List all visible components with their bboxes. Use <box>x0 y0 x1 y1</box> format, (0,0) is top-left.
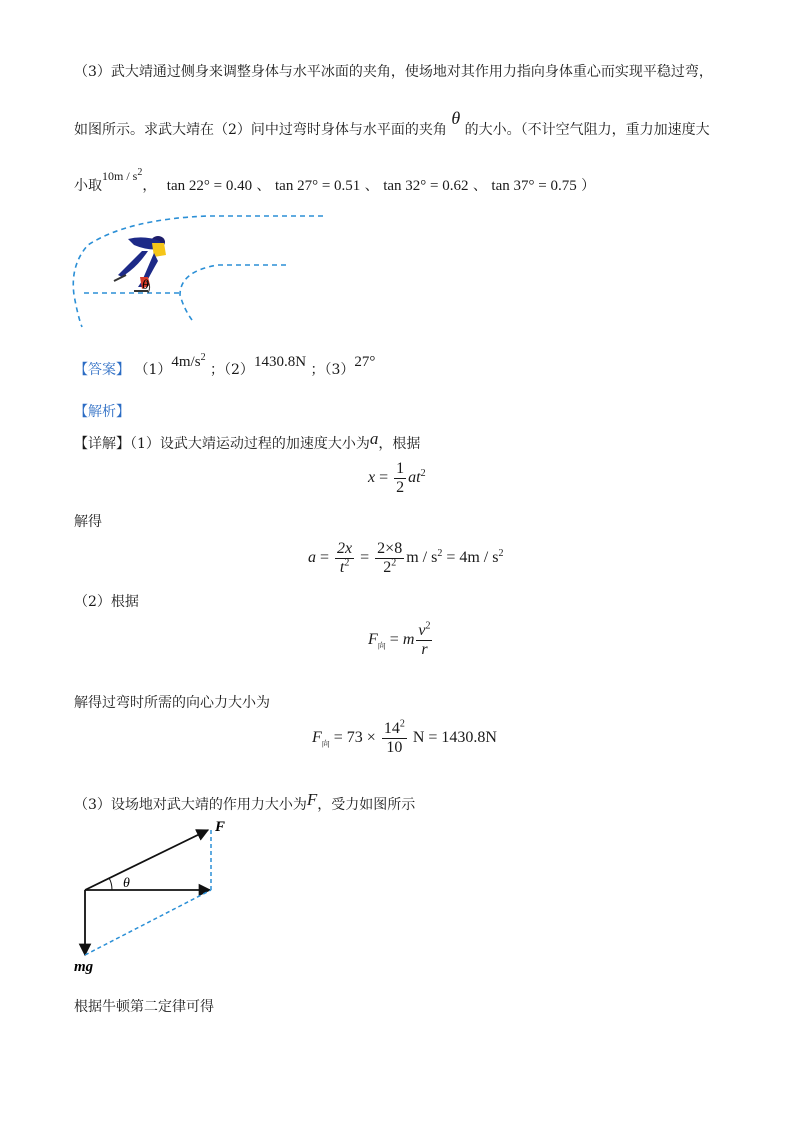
var-a: a <box>369 429 379 448</box>
skater-figure <box>68 205 338 335</box>
answer-line: 【答案】 $(1)4m/s^2$ ；（2）1430.8N ；（3）27° <box>74 352 376 378</box>
newton-line: 根据牛顿第二定律可得 <box>74 999 214 1015</box>
solve-2: 解得过弯时所需的向心力大小为 <box>74 695 270 711</box>
analysis-label: 【解析】 <box>74 404 130 420</box>
theta-symbol: θ <box>451 108 461 128</box>
answer-1: $4m/s^2$ <box>171 352 206 370</box>
tan-22: tan 22° = 0.40 <box>166 178 253 194</box>
F-label: F <box>215 819 226 835</box>
answer-2: 1430.8N <box>253 354 307 370</box>
problem-line-2: 如图所示。求武大靖在（2）问中过弯时身体与水平面的夹角 θ 的大小。（不计空气阻力，重力加速度大 <box>74 108 710 138</box>
equation-2: a = $\frac{2x}{t^2}$ = $\frac{2\times 8}{2^2}$ $m / s^2 = 4m / s^2$ <box>308 540 504 576</box>
equation-4: $F_向 = 73$ × $\frac{14^2}{10}$ N = 1430.8N <box>312 718 497 756</box>
skater-icon <box>114 236 166 291</box>
figure2-theta-label: θ <box>123 876 130 891</box>
var-F: F <box>306 790 318 809</box>
detail-part1: 【详解】（1）设武大靖运动过程的加速度大小为a，根据 <box>74 429 421 452</box>
problem-line-3: 小取$10m / s^2$， tan 22° = 0.40 、 tan 27° = 0.51 、 tan 32° = 0.62 、 tan 37° = 0.75 ） <box>74 167 596 194</box>
g-value: $10m / s^2$ <box>102 167 143 183</box>
detail-part3: （3）设场地对武大靖的作用力大小为F，受力如图所示 <box>74 790 416 813</box>
tan-27: tan 27° = 0.51 <box>275 178 361 194</box>
tan-37: tan 37° = 0.75 <box>491 178 577 194</box>
solve-1: 解得 <box>74 514 102 530</box>
equation-1: x = $\frac{1}{2}$ $at^2$ <box>368 460 426 496</box>
detail-part2: （2）根据 <box>74 594 139 610</box>
problem-line-1: （3）武大靖通过侧身来调整身体与水平冰面的夹角，使场地对其作用力指向身体重心而实现平稳过弯， <box>74 64 713 80</box>
answer-3: 27° <box>354 354 376 370</box>
mg-label: mg <box>74 959 94 975</box>
answer-label: 【答案】 <box>74 362 130 378</box>
force-F-arrow <box>85 830 208 890</box>
figure1-theta-label: θ <box>142 278 149 293</box>
force-diagram <box>68 815 268 975</box>
equation-3: $F_向 = m$ $\frac{v^2}{r}$ <box>368 620 431 658</box>
tan-32: tan 32° = 0.62 <box>383 178 469 194</box>
